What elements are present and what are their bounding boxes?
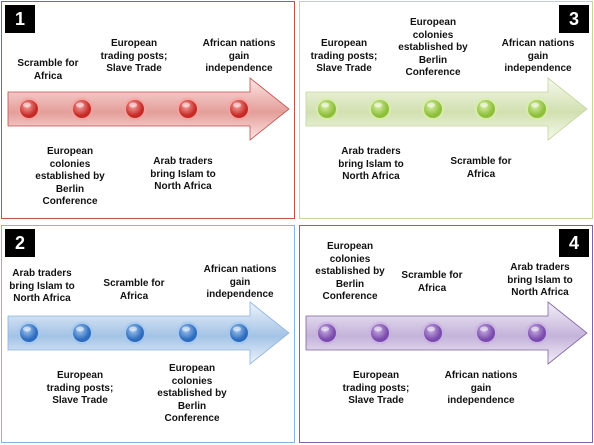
- timeline-label-3: Scramble for Africa: [401, 270, 463, 294]
- timeline-dot-highlight-3: [129, 103, 137, 108]
- timeline-dot-highlight-5: [531, 327, 539, 332]
- panel-number-badge: 4: [559, 229, 589, 257]
- timeline-dot-1: [318, 100, 336, 118]
- timeline-label-1: European colonies established by Berlin Conference: [315, 241, 385, 302]
- timeline-dot-highlight-1: [23, 327, 31, 332]
- timeline-dot-highlight-3: [427, 103, 435, 108]
- timeline-dot-3: [126, 100, 144, 118]
- timeline-dot-highlight-3: [129, 327, 137, 332]
- timeline-label-2: European trading posts; Slave Trade: [342, 370, 410, 406]
- timeline-label-5: African nations gain independence: [203, 264, 277, 300]
- timeline-dot-highlight-1: [321, 327, 329, 332]
- timeline-dot-1: [20, 100, 38, 118]
- timeline-dot-highlight-4: [480, 103, 488, 108]
- timeline-label-3: European colonies established by Berlin Conference: [398, 17, 468, 78]
- timeline-dot-highlight-2: [374, 327, 382, 332]
- timeline-dot-2: [73, 324, 91, 342]
- timeline-label-4: European colonies established by Berlin Conference: [157, 363, 227, 424]
- timeline-label-4: Arab traders bring Islam to North Africa: [150, 156, 216, 192]
- timeline-label-3: Scramble for Africa: [103, 278, 165, 302]
- timeline-dot-5: [230, 100, 248, 118]
- timeline-panel-2: [1, 225, 295, 443]
- timeline-dot-highlight-3: [427, 327, 435, 332]
- timeline-label-1: Scramble for Africa: [17, 58, 79, 82]
- timeline-panel-4: [299, 225, 593, 443]
- timeline-dot-1: [318, 324, 336, 342]
- timeline-label-1: Arab traders bring Islam to North Africa: [9, 268, 75, 304]
- timeline-dot-4: [179, 324, 197, 342]
- timeline-label-5: African nations gain independence: [501, 38, 575, 74]
- timeline-label-2: European colonies established by Berlin Conference: [35, 146, 105, 207]
- timeline-dot-2: [371, 100, 389, 118]
- timeline-panel-3: [299, 1, 593, 219]
- timeline-dot-highlight-2: [76, 103, 84, 108]
- timeline-dot-3: [424, 324, 442, 342]
- timeline-dot-3: [424, 100, 442, 118]
- timeline-dot-highlight-5: [233, 327, 241, 332]
- timeline-dot-highlight-2: [76, 327, 84, 332]
- timeline-dot-highlight-4: [480, 327, 488, 332]
- timeline-dot-highlight-1: [321, 103, 329, 108]
- timeline-dot-highlight-2: [374, 103, 382, 108]
- timeline-dot-highlight-5: [531, 103, 539, 108]
- timeline-label-5: Arab traders bring Islam to North Africa: [507, 262, 573, 298]
- timeline-label-2: Arab traders bring Islam to North Africa: [338, 146, 404, 182]
- timeline-label-5: African nations gain independence: [202, 38, 276, 74]
- timeline-label-4: African nations gain independence: [444, 370, 518, 406]
- timeline-dot-highlight-5: [233, 103, 241, 108]
- timeline-label-2: European trading posts; Slave Trade: [46, 370, 114, 406]
- timeline-dot-5: [230, 324, 248, 342]
- timeline-dot-4: [477, 324, 495, 342]
- timeline-dot-1: [20, 324, 38, 342]
- timeline-label-3: European trading posts; Slave Trade: [100, 38, 168, 74]
- timeline-dot-5: [528, 324, 546, 342]
- panel-number-badge: 3: [559, 5, 589, 33]
- timeline-label-4: Scramble for Africa: [450, 156, 512, 180]
- timeline-dot-2: [371, 324, 389, 342]
- panel-number-badge: 2: [5, 229, 35, 257]
- timeline-panel-1: [1, 1, 295, 219]
- timeline-dot-highlight-4: [182, 327, 190, 332]
- timeline-dot-highlight-4: [182, 103, 190, 108]
- timeline-dot-highlight-1: [23, 103, 31, 108]
- timeline-dot-5: [528, 100, 546, 118]
- timeline-dot-2: [73, 100, 91, 118]
- timeline-dot-4: [477, 100, 495, 118]
- timeline-dot-3: [126, 324, 144, 342]
- timeline-label-1: European trading posts; Slave Trade: [310, 38, 378, 74]
- timeline-dot-4: [179, 100, 197, 118]
- panel-number-badge: 1: [5, 5, 35, 33]
